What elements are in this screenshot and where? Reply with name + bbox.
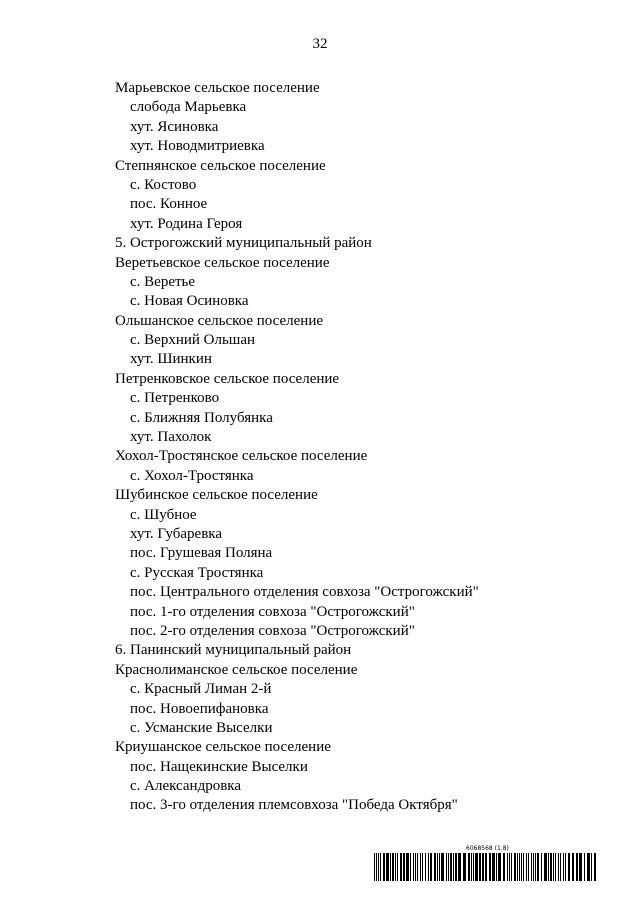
section-heading: Петренковское сельское поселение [115,370,340,387]
section-heading: Степнянское сельское поселение [115,157,326,174]
settlement-item: хут. Новодмитриевка [130,138,265,155]
barcode-id: 6068568 (1.8) [466,845,509,852]
settlement-item: с. Хохол-Тростянка [130,467,254,484]
settlement-item: пос. Новоепифановка [130,700,269,717]
settlement-item: хут. Губаревка [130,525,223,542]
settlement-item: с. Верхний Ольшан [130,332,256,349]
section-heading: Краснолиманское сельское поселение [115,661,358,678]
section-heading: Шубинское сельское поселение [115,487,318,504]
settlement-list [115,79,620,816]
section-heading: Криушанское сельское поселение [115,739,331,756]
section-heading: Хохол-Тростянское сельское поселение [115,448,368,465]
settlement-item: пос. Грушевая Поляна [130,545,273,562]
settlement-item: пос. Центрального отделения совхоза "Острогожский" [130,584,479,601]
settlement-item: пос. Нащекинские Выселки [130,758,308,775]
section-heading: Марьевское сельское поселение [115,80,320,96]
section-heading: Веретьевское сельское поселение [115,254,330,271]
settlement-item: хут. Шинкин [130,351,212,368]
section-heading: Ольшанское сельское поселение [115,312,324,329]
settlement-item: с. Шубное [130,506,197,523]
settlement-item: с. Веретье [130,273,196,290]
settlement-item: с. Петренково [130,390,220,407]
settlement-item: пос. 2-го отделения совхоза "Острогожский" [130,622,415,639]
settlement-item: с. Красный Лиман 2-й [130,681,272,698]
settlement-item: с. Александровка [130,778,242,795]
settlement-item: хут. Пахолок [130,429,212,446]
section-heading: 5. Острогожский муниципальный район [115,235,372,252]
settlement-item: хут. Родина Героя [130,215,243,232]
settlement-item: с. Ближняя Полубянка [130,409,273,426]
settlement-item: пос. 1-го отделения совхоза "Острогожский" [130,603,415,620]
settlement-item: пос. 3-го отделения племсовхоза "Победа Октября" [130,797,458,814]
settlement-item: хут. Ясиновка [130,118,219,135]
settlement-item: с. Усманские Выселки [130,719,273,736]
page-number: 32 [312,36,328,52]
settlement-item: слобода Марьевка [130,99,247,116]
settlement-item: с. Новая Осиновка [130,293,249,310]
settlement-item: с. Костово [130,176,197,193]
settlement-item: с. Русская Тростянка [130,564,264,581]
section-heading: 6. Панинский муниципальный район [115,642,352,659]
settlement-item: пос. Конное [130,196,208,213]
barcode-image [374,853,596,881]
